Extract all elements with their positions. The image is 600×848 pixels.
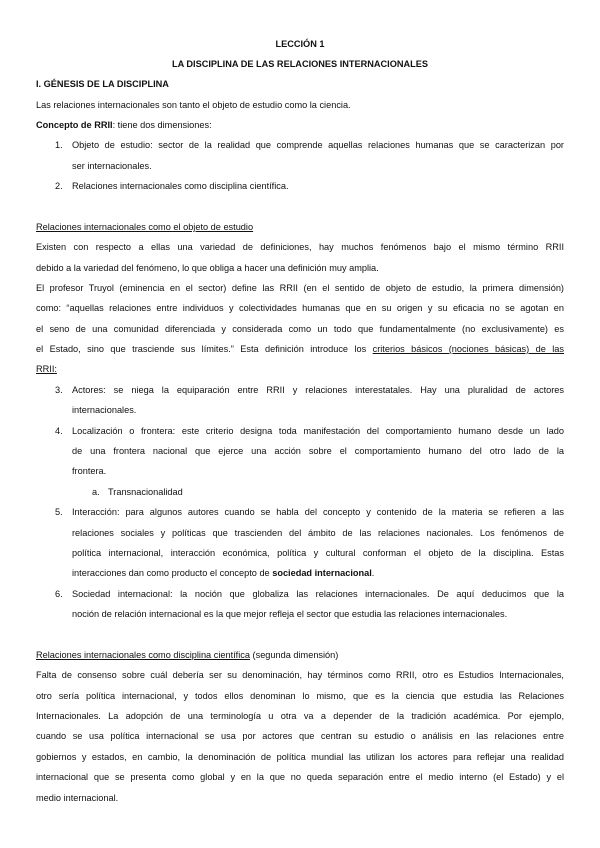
paragraph-line: gobiernos y estados, en cambio, la denominación de política mundial las utilizan los actores para reflejar una realidad bbox=[36, 752, 564, 762]
bold-term: sociedad internacional bbox=[272, 568, 372, 578]
paragraph-line: cuando se usa política internacional se usa por actores que centran su estudio o análisis en las relaciones entre bbox=[36, 731, 564, 741]
lesson-title: LECCIÓN 1 bbox=[275, 39, 325, 49]
concept-label: Concepto de RRII bbox=[36, 120, 113, 130]
list-number: 2. bbox=[55, 181, 63, 191]
list-number: 4. bbox=[55, 426, 63, 436]
paragraph-text: el Estado, sino que trasciende sus límites.” Esta definición introduce los bbox=[36, 344, 373, 354]
paragraph-line: debido a la variedad del fenómeno, lo que obliga a hacer una definición muy amplia. bbox=[36, 263, 379, 273]
intro-line: Las relaciones internacionales son tanto el objeto de estudio como la ciencia. bbox=[36, 100, 351, 110]
paragraph-line: otro sería política internacional, y todos ellos denominan lo mismo, que es la ciencia que estudia las Relaciones bbox=[36, 691, 564, 701]
concept-rest: : tiene dos dimensiones: bbox=[112, 120, 212, 130]
sub-list-item: Transnacionalidad bbox=[108, 487, 183, 497]
list-item-line: noción de relación internacional es la que mejor refleja el sector que estudia las relaciones internacionales. bbox=[72, 609, 508, 619]
list-item-line: Interacción: para algunos autores cuando se habla del concepto y contenido de la materia se refieren a las bbox=[72, 507, 564, 517]
list-number: 1. bbox=[55, 140, 63, 150]
list-item-text: . bbox=[371, 568, 375, 578]
subsection-heading-line bbox=[36, 649, 338, 661]
paragraph-line: medio internacional. bbox=[36, 793, 119, 803]
section-heading: I. GÉNESIS DE LA DISCIPLINA bbox=[36, 79, 169, 89]
paragraph-line: Falta de consenso sobre cuál debería ser su denominación, hay términos como RRII, otro es Estudios Internacionales, bbox=[36, 670, 564, 680]
list-item-line: Sociedad internacional: la noción que globaliza las relaciones internacionales. De aquí deducimos que la bbox=[72, 589, 564, 599]
rrii-label: RRII: bbox=[36, 364, 57, 374]
list-number: 5. bbox=[55, 507, 63, 517]
subsection-suffix: (segunda dimensión) bbox=[249, 650, 339, 660]
list-item-line: frontera. bbox=[72, 466, 107, 476]
list-item-line: relaciones sociales y políticas que trascienden del ámbito de las relaciones nacionales. Los fenómenos de bbox=[72, 528, 564, 538]
criteria-link: criterios básicos (nociones básicas) de las bbox=[372, 344, 564, 354]
paragraph-line: Internacionales. La adopción de una terminología u otra va a depender de la tradición académica. Por ejemplo, bbox=[36, 711, 564, 721]
paragraph-line: como: “aquellas relaciones entre individuos y colectividades humanas que en su origen y su eficacia no se agotan en bbox=[36, 303, 564, 313]
list-item-line: Actores: se niega la equiparación entre RRII y relaciones interestatales. Hay una pluralidad de actores bbox=[72, 385, 564, 395]
sub-list-letter: a. bbox=[92, 487, 100, 497]
paragraph-line: Existen con respecto a ellas una variedad de definiciones, hay muchos fenómenos bajo el mismo término RRII bbox=[36, 242, 564, 252]
list-number: 3. bbox=[55, 385, 63, 395]
list-item-line: Localización o frontera: este criterio designa toda manifestación del comportamiento humano desde un lado bbox=[72, 426, 564, 436]
list-number: 6. bbox=[55, 589, 63, 599]
list-item-text: interacciones dan como producto el concepto de bbox=[72, 568, 273, 578]
paragraph-line bbox=[36, 343, 564, 355]
list-item-line: de una frontera nacional que ejerce una acción sobre el comportamiento humano del otro lado de la bbox=[72, 446, 564, 456]
subsection-heading: Relaciones internacionales como disciplina científica bbox=[36, 650, 250, 660]
list-item-line: Relaciones internacionales como disciplina científica. bbox=[72, 181, 289, 191]
list-item-line bbox=[72, 567, 374, 579]
list-item-line: Objeto de estudio: sector de la realidad que comprende aquellas relaciones humanas que se caracterizan por bbox=[72, 140, 564, 150]
list-item-line: ser internacionales. bbox=[72, 161, 152, 171]
list-item-line: política internacional, interacción económica, política y cultural conforman el objeto de la disciplina. Estas bbox=[72, 548, 564, 558]
paragraph-line: El profesor Truyol (eminencia en el sector) define las RRII (en el sentido de objeto de estudio, la primera dimensión) bbox=[36, 283, 564, 293]
paragraph-line: internacional que se presenta como global y en la que no queda separación entre el medio interno (el Estado) y el bbox=[36, 772, 564, 782]
concept-line bbox=[36, 119, 212, 131]
list-item-line: internacionales. bbox=[72, 405, 137, 415]
main-title: LA DISCIPLINA DE LAS RELACIONES INTERNACIONALES bbox=[171, 59, 429, 69]
paragraph-line: el seno de una comunidad diferenciada y considerada como un todo que fundamentalmente (no exclusivamente) es bbox=[36, 324, 564, 334]
subsection-heading: Relaciones internacionales como el objeto de estudio bbox=[36, 222, 254, 232]
